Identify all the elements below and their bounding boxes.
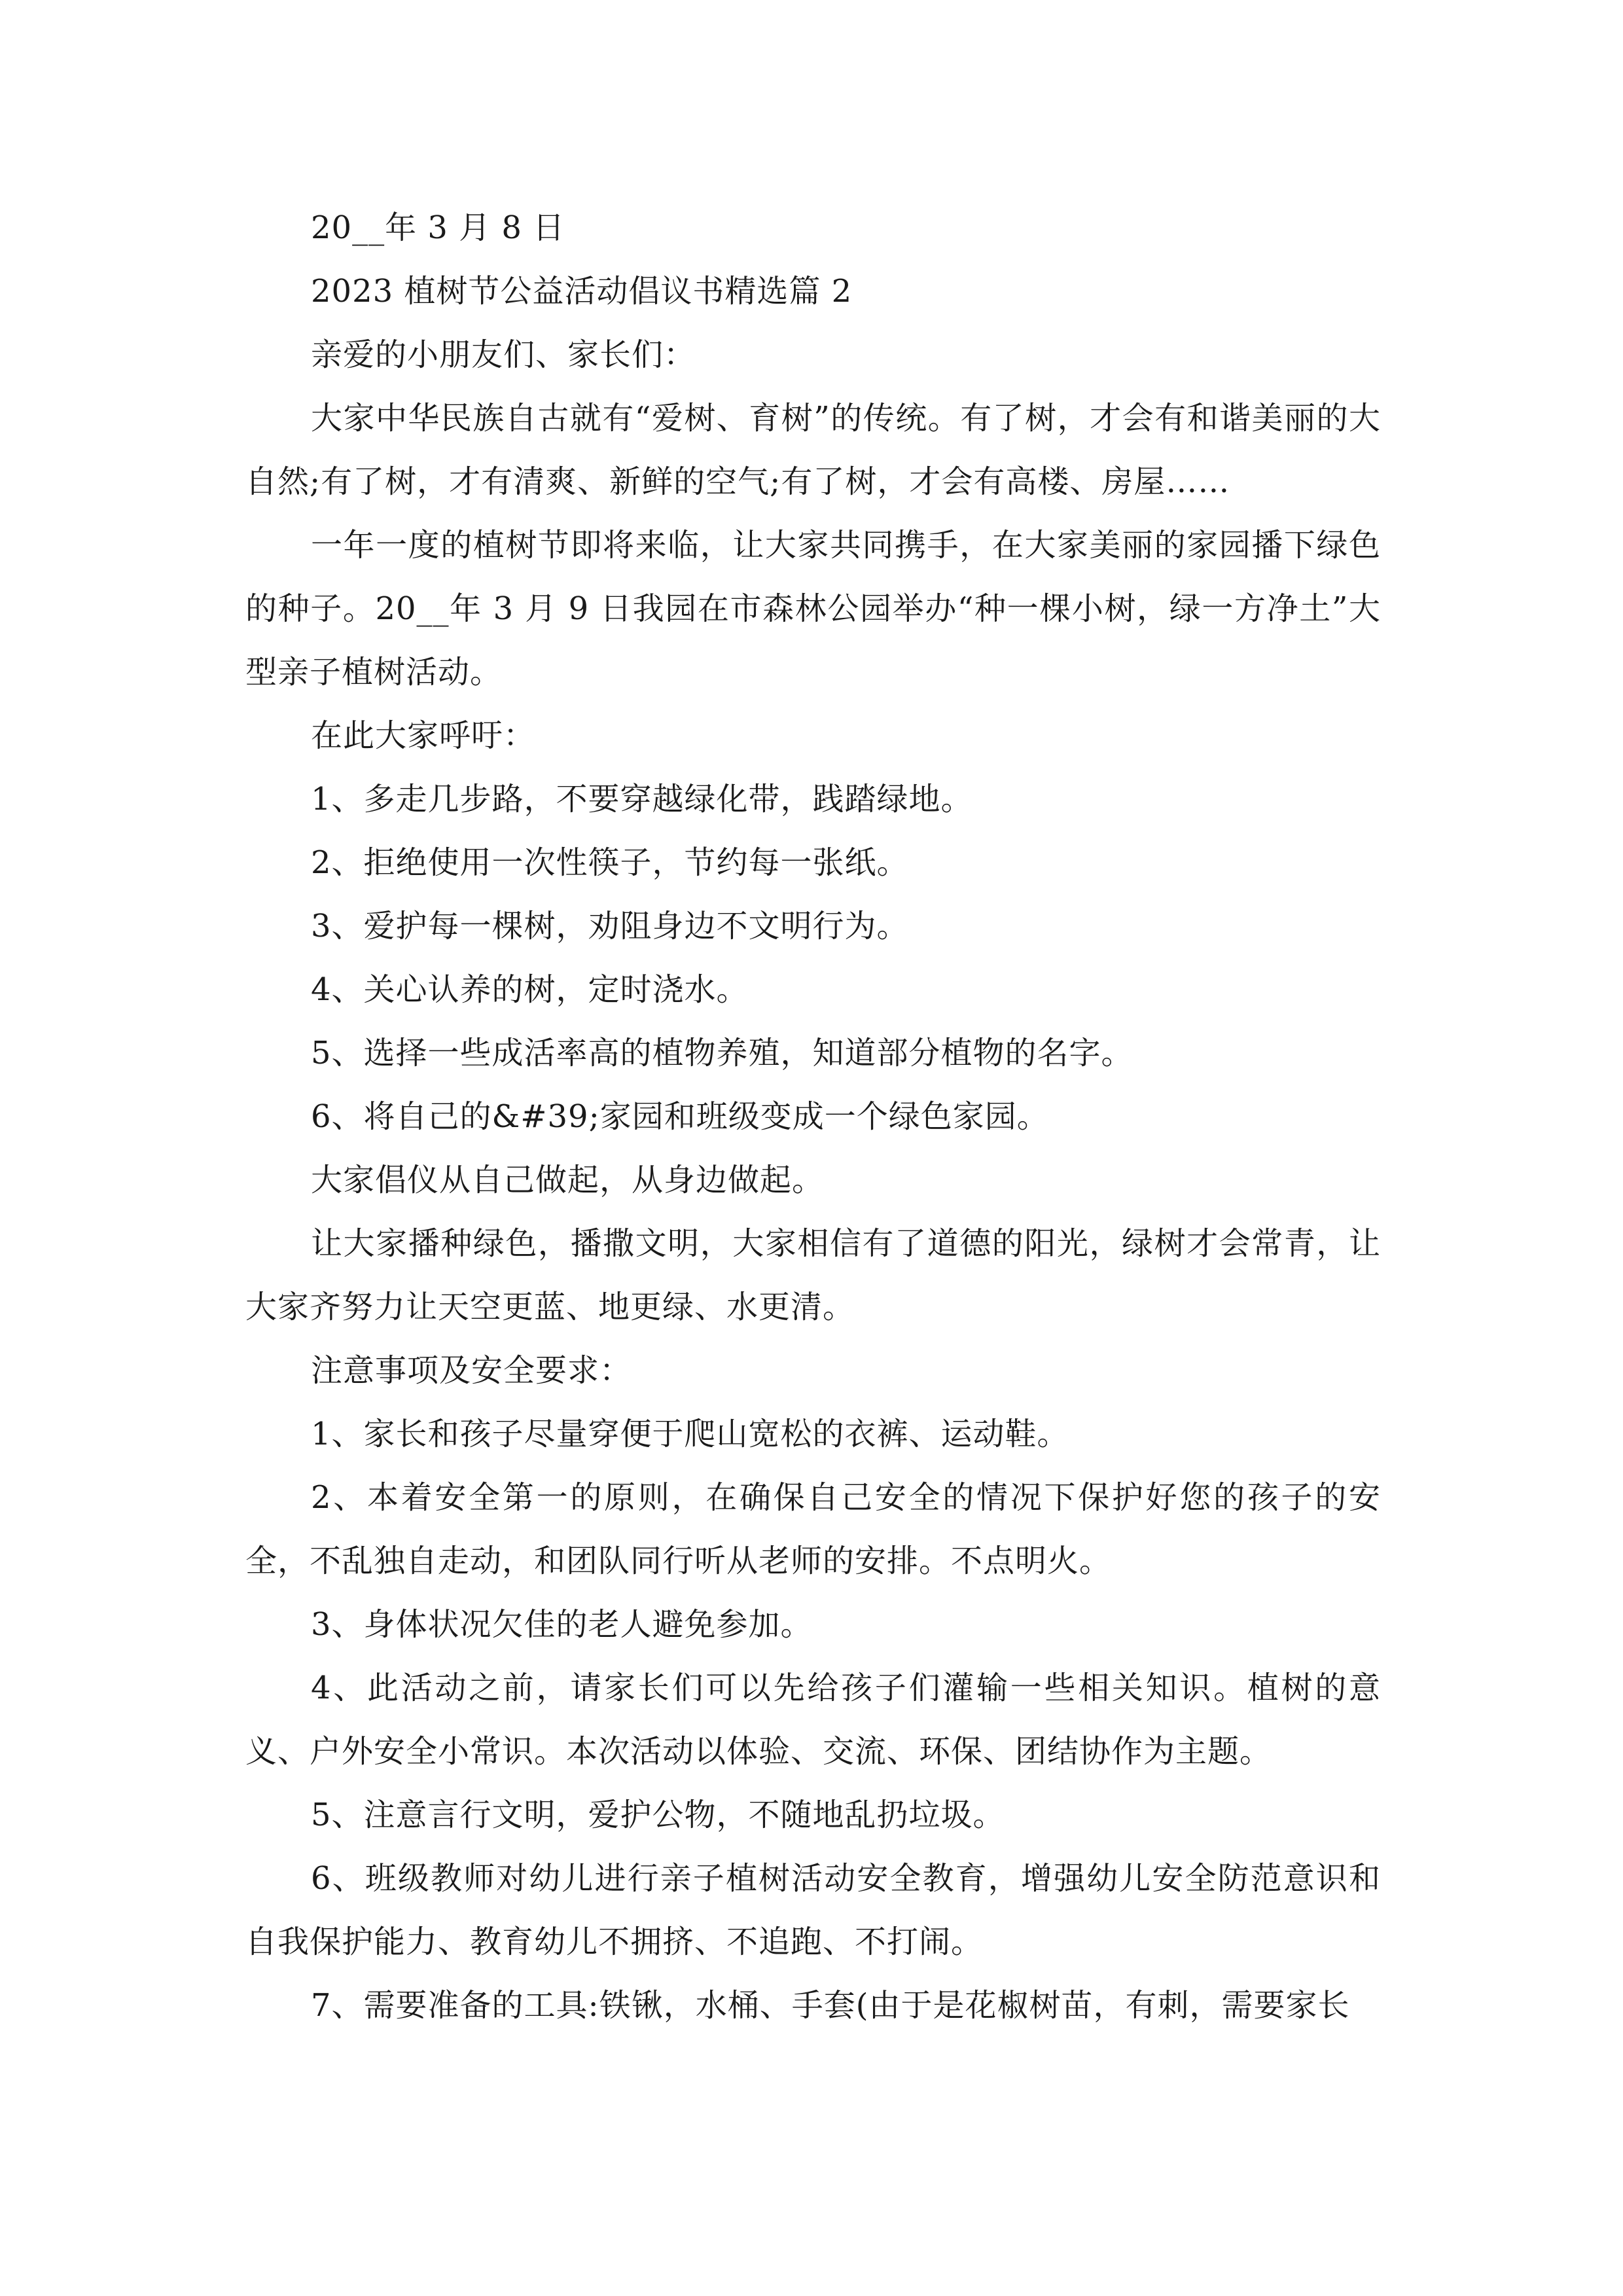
safety-item-7: 7、需要准备的工具:铁锹，水桶、手套(由于是花椒树苗，有刺，需要家长 [311,1987,1350,2024]
appeal-item-1: 1、多走几步路，不要穿越绿化带，践踏绿地。 [311,781,973,817]
safety-item-4: 4、此活动之前，请家长们可以先给孩子们灌输一些相关知识。植树的意义、户外安全小常识。本次活动以体验、交流、环保、团结协作为主题。 [245,1670,1381,1770]
safety-heading: 注意事项及安全要求： [311,1352,632,1389]
appeal-item-2: 2、拒绝使用一次性筷子，节约每一张纸。 [311,844,909,881]
safety-item-1: 1、家长和孩子尽量穿便于爬山宽松的衣裤、运动鞋。 [311,1416,1069,1452]
appeal-item-6: 6、将自己的&#39;家园和班级变成一个绿色家园。 [311,1098,1049,1135]
paragraph-sow-green: 让大家播种绿色，播撒文明，大家相信有了道德的阳光，绿树才会常青，让大家齐努力让天空更蓝、地更绿、水更清。 [245,1225,1381,1325]
appeal-item-3: 3、爱护每一棵树，劝阻身边不文明行为。 [311,908,909,944]
appeal-item-4: 4、关心认养的树，定时浇水。 [311,971,749,1008]
document-body [245,196,1381,2037]
paragraph-tradition: 大家中华民族自古就有“爱树、育树”的传统。有了树，才会有和谐美丽的大自然;有了树，才有清爽、新鲜的空气;有了树，才会有高楼、房屋…… [245,400,1381,500]
paragraph-event: 一年一度的植树节即将来临，让大家共同携手，在大家美丽的家园播下绿色的种子。20__年 3 月 9 日我园在市森林公园举办“种一棵小树，绿一方净土”大型亲子植树活动。 [245,527,1381,691]
safety-item-5: 5、注意言行文明，爱护公物，不随地乱扔垃圾。 [311,1797,1005,1833]
appeal-item-5: 5、选择一些成活率高的植物养殖，知道部分植物的名字。 [311,1035,1133,1071]
paragraph-start-from-self: 大家倡仪从自己做起，从身边做起。 [311,1162,825,1198]
safety-item-6: 6、班级教师对幼儿进行亲子植树活动安全教育，增强幼儿安全防范意识和自我保护能力、教育幼儿不拥挤、不追跑、不打闹。 [245,1860,1381,1960]
date-line: 20__年 3 月 8 日 [311,209,565,246]
section-title: 2023 植树节公益活动倡议书精选篇 2 [311,273,853,310]
salutation: 亲爱的小朋友们、家长们： [311,336,696,373]
safety-item-2: 2、本着安全第一的原则，在确保自己安全的情况下保护好您的孩子的安全，不乱独自走动，和团队同行听从老师的安排。不点明火。 [245,1479,1381,1579]
paragraph-appeal-intro: 在此大家呼吁： [311,717,536,754]
safety-item-3: 3、身体状况欠佳的老人避免参加。 [311,1606,813,1643]
